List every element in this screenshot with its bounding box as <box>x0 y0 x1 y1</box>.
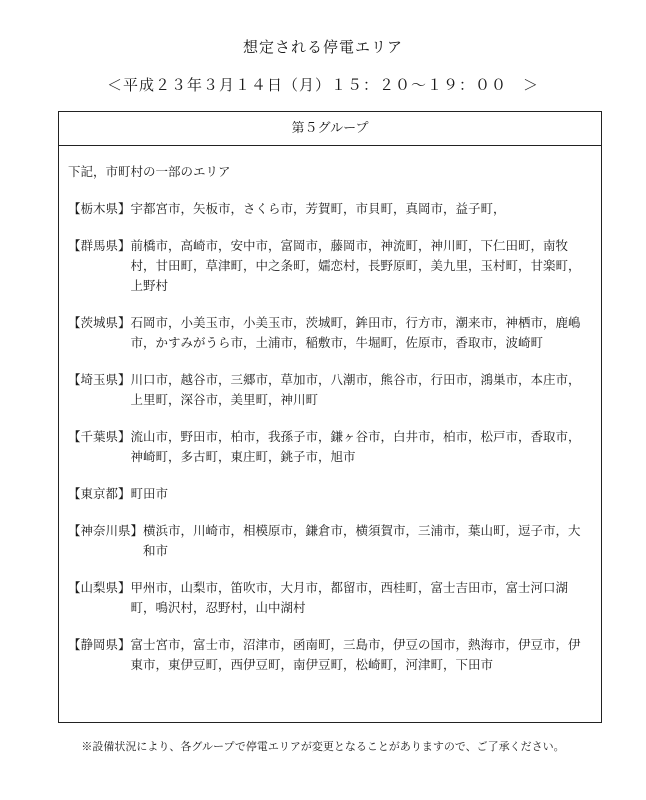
document-title: 想定される停電エリア <box>242 38 403 56</box>
town-list: 石岡市，小美玉市，小美玉市，茨城町，鉾田市，行方市，潮来市，神栖市，鹿嶋市，かすみがうら市，土浦市，稲敷市，牛堀町，佐原市，香取市，波崎町 <box>130 315 581 350</box>
prefecture-gunma <box>68 236 593 296</box>
prefecture-name: 【埼玉県】 <box>68 372 131 387</box>
outage-area-table <box>58 111 602 723</box>
town-list: 流山市，野田市，柏市，我孫子市，鎌ヶ谷市，白井市，柏市，松戸市，香取市，神崎町，多古町，東庄町，銚子市，旭市 <box>130 429 581 464</box>
town-list: 前橋市，高崎市，安中市，富岡市，藤岡市，神流町，神川町，下仁田町，南牧村，甘田町，草津町，中之条町，嬬恋村，長野原町，美九里，玉村町，甘楽町，上野村 <box>130 238 581 293</box>
prefecture-name: 【山梨県】 <box>68 580 131 595</box>
prefecture-ibaraki <box>68 313 593 353</box>
town-list: 甲州市，山梨市，笛吹市，大月市，都留市，西桂町，富士吉田市，富士河口湖町，鳴沢村，忍野村，山中湖村 <box>130 580 569 615</box>
prefecture-tokyo <box>68 484 593 504</box>
prefecture-yamanashi <box>68 578 593 618</box>
prefecture-name: 【東京都】 <box>68 486 131 501</box>
group-header: 第５グループ <box>59 112 601 146</box>
town-list: 川口市，越谷市，三郷市，草加市，八潮市，熊谷市，行田市，鴻巣市，本庄市，上里町，深谷市，美里町，神川町 <box>130 372 581 407</box>
prefecture-shizuoka <box>68 635 593 675</box>
prefecture-name: 【茨城県】 <box>68 315 131 330</box>
prefecture-name: 【千葉県】 <box>68 429 131 444</box>
prefecture-name: 【静岡県】 <box>68 637 131 652</box>
outage-datetime: ＜平成２３年３月１４日（月）１５：２０～１９：００ ＞ <box>106 76 539 94</box>
prefecture-tochigi <box>68 199 593 219</box>
town-list: 富士宮市，富士市，沼津市，函南町，三島市，伊豆の国市，熱海市，伊豆市，伊東市，東伊豆町，西伊豆町，南伊豆町，松崎町，河津町，下田市 <box>130 637 581 672</box>
footnote: ※設備状況により、各グループで停電エリアが変更となることがありますので、ご了承ください。 <box>81 740 565 753</box>
prefecture-saitama <box>68 370 593 410</box>
prefecture-name: 【栃木県】 <box>68 201 131 216</box>
town-list: 横浜市，川崎市，相模原市，鎌倉市，横須賀市，三浦市，葉山町，逗子市，大和市 <box>143 523 581 558</box>
prefecture-name: 【群馬県】 <box>68 238 131 253</box>
prefecture-kanagawa <box>68 521 593 561</box>
prefecture-name: 【神奈川県】 <box>68 523 144 538</box>
town-list: 町田市 <box>130 486 169 501</box>
intro-text: 下記，市町村の一部のエリア <box>68 164 231 179</box>
area-list <box>59 146 601 675</box>
prefecture-chiba <box>68 427 593 467</box>
town-list: 宇都宮市，矢板市，さくら市，芳賀町，市貝町，真岡市，益子町， <box>130 201 506 216</box>
